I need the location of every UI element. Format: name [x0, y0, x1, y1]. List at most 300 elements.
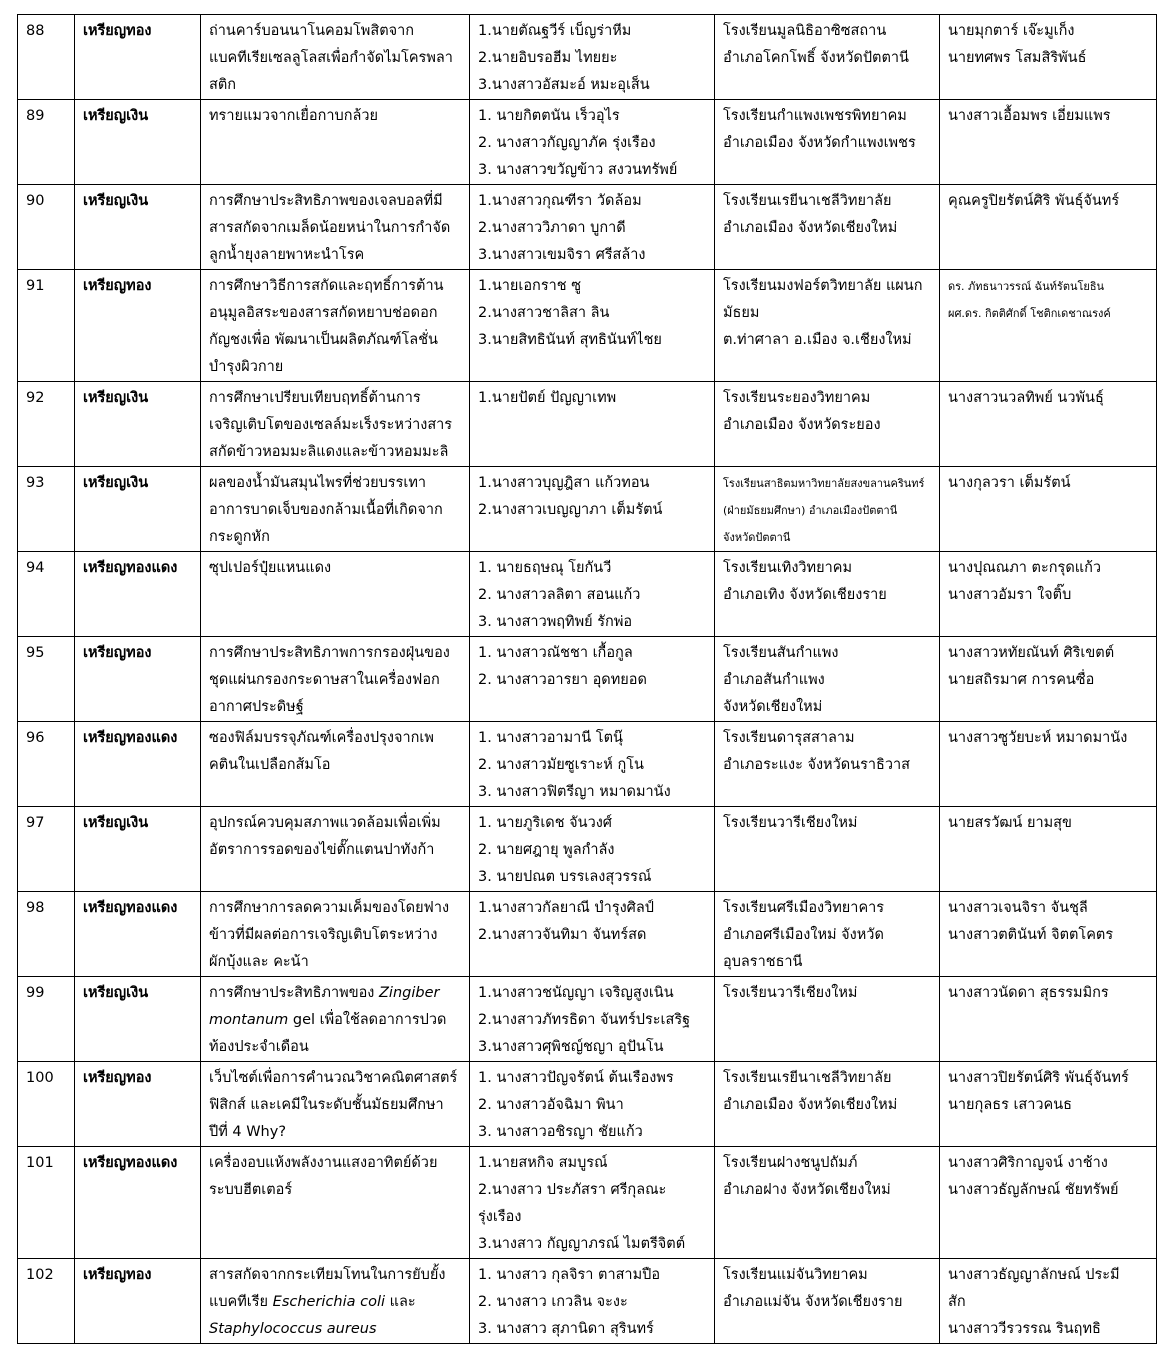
project-title-segment: ปีที่ 4 Why? [209, 1124, 287, 1140]
school-info-line: โรงเรียนวารีเชียงใหม่ [723, 985, 858, 1001]
student-list [470, 270, 715, 382]
project-title [201, 892, 470, 977]
table-row [18, 1062, 1157, 1147]
project-title-line [209, 439, 461, 466]
row-number [18, 100, 75, 185]
table-row [18, 977, 1157, 1062]
row-number [18, 382, 75, 467]
advisor-list-line: นางสาวปิยรัตน์ศิริ พันธุ์จันทร์ [948, 1070, 1129, 1086]
project-title-segment: ผลของน้ำมันสมุนไพรที่ช่วยบรรเทา [209, 475, 427, 491]
medal-label: เหรียญทองแดง [83, 1155, 178, 1171]
school-info [715, 807, 940, 892]
student-list-line: 3.นางสาวอัสมะอ์ หมะอุเส็น [478, 77, 650, 93]
student-list-line: 2. นายศฎายุ พูลกำลัง [478, 842, 615, 858]
school-info-line: โรงเรียนกำแพงเพชรพิทยาคม [723, 108, 907, 124]
student-list-line: 1.นางสาวบุญฎิสา แก้วทอน [478, 475, 650, 491]
project-title-segment: Escherichia coli [272, 1294, 386, 1310]
row-number [18, 185, 75, 270]
project-title-segment: ฟิสิกส์ และเคมีในระดับชั้นมัธยมศึกษา [209, 1097, 444, 1113]
student-list-line: 2. นางสาว เกวลิน จะงะ [478, 1294, 628, 1310]
medal-cell [75, 382, 201, 467]
project-title-line [209, 72, 461, 99]
advisor-list-line: นายมุกตาร์ เจ๊ะมูเก็ง [948, 23, 1075, 39]
advisor-list-line: ผศ.ดร. กิตติศักดิ์ โชติกเดชาณรงค์ [948, 307, 1111, 320]
project-title [201, 807, 470, 892]
medal-cell [75, 1147, 201, 1259]
medal-cell [75, 15, 201, 100]
project-title [201, 382, 470, 467]
student-list-line: 1.นายสหกิจ สมบูรณ์ [478, 1155, 608, 1171]
project-title [201, 637, 470, 722]
student-list [470, 722, 715, 807]
project-title [201, 467, 470, 552]
medal-cell [75, 1259, 201, 1344]
table-row [18, 270, 1157, 382]
school-info [715, 552, 940, 637]
school-info [715, 467, 940, 552]
school-info [715, 185, 940, 270]
table-row [18, 467, 1157, 552]
table-row [18, 637, 1157, 722]
medal-label: เหรียญเงิน [83, 108, 149, 124]
project-title-line [209, 837, 461, 864]
student-list [470, 100, 715, 185]
student-list-line: 1. นางสาวปัญจรัตน์ ต้นเรืองพร [478, 1070, 674, 1086]
student-list [470, 807, 715, 892]
school-info-line: อำเภอเมือง จังหวัดเชียงใหม่ [723, 1097, 898, 1113]
row-number-text: 100 [26, 1070, 54, 1086]
table-row [18, 1147, 1157, 1259]
project-title-line [209, 694, 461, 721]
student-list-line: 2. นางสาวลลิตา สอนแก้ว [478, 587, 641, 603]
awards-table-body [18, 15, 1157, 1344]
school-info-line: อำเภอฝาง จังหวัดเชียงใหม่ [723, 1182, 891, 1198]
student-list [470, 467, 715, 552]
project-title-segment: ทรายแมวจากเยื่อกาบกล้วย [209, 108, 379, 124]
medal-label: เหรียญทองแดง [83, 900, 178, 916]
advisor-list-line: สัก [948, 1294, 966, 1310]
medal-cell [75, 892, 201, 977]
project-title-line [209, 752, 461, 779]
project-title-line [209, 1007, 461, 1034]
row-number [18, 1259, 75, 1344]
advisor-list-line: นางสาวเจนจิรา จันชุลี [948, 900, 1088, 916]
student-list-line: 1.นายตัณฐวีร์ เบ็ญร่าหีม [478, 23, 632, 39]
project-title-segment: การศึกษาประสิทธิภาพของ [209, 985, 379, 1001]
project-title-segment: ซองฟิล์มบรรจุภัณฑ์เครื่องปรุงจากเพ [209, 730, 434, 746]
school-info [715, 1147, 940, 1259]
project-title-segment: การศึกษาประสิทธิภาพของเจลบอลที่มี [209, 193, 443, 209]
student-list-line: 3.นายสิทธินันท์ สุทธินันท์ไชย [478, 332, 662, 348]
awards-table [17, 14, 1157, 1344]
row-number-text: 91 [26, 278, 45, 294]
advisor-list-line: นายสถิรมาศ การคนซื่อ [948, 672, 1095, 688]
project-title-line [209, 385, 461, 412]
row-number-text: 94 [26, 560, 45, 576]
advisor-list-line: คุณครูปิยรัตน์ศิริ พันธุ์จันทร์ [948, 193, 1120, 209]
project-title-line [209, 354, 461, 381]
row-number [18, 977, 75, 1062]
school-info-line: โรงเรียนมูลนิธิอาซิซสถาน [723, 23, 887, 39]
school-info-line: อำเภอโคกโพธิ์ จังหวัดปัตตานี [723, 50, 909, 66]
project-title-line [209, 1092, 461, 1119]
project-title-line [209, 1065, 461, 1092]
project-title-line [209, 1289, 461, 1316]
medal-cell [75, 977, 201, 1062]
student-list-line: 3. นางสาวฟิตรีญา หมาดมานัง [478, 784, 671, 800]
medal-label: เหรียญทองแดง [83, 730, 178, 746]
project-title-segment: สารสกัดจากกระเทียมโทนในการยับยั้ง [209, 1267, 446, 1283]
student-list-line: 3. นางสาวขวัญข้าว สงวนทรัพย์ [478, 162, 678, 178]
school-info-line: อำเภอเมือง จังหวัดระยอง [723, 417, 881, 433]
project-title-segment: คตินในเปลือกส้มโอ [209, 757, 331, 773]
student-list-line: 1.นางสาวกัลยาณี บำรุงศิลป์ [478, 900, 654, 916]
project-title-segment: และ [385, 1294, 416, 1310]
row-number [18, 1147, 75, 1259]
advisor-list-line: นางสาววีรวรรณ รินฤทธิ [948, 1321, 1101, 1337]
row-number-text: 99 [26, 985, 45, 1001]
row-number [18, 467, 75, 552]
project-title-line [209, 949, 461, 976]
table-row [18, 100, 1157, 185]
row-number [18, 270, 75, 382]
project-title-segment: ข้าวที่มีผลต่อการเจริญเติบโตระหว่าง [209, 927, 438, 943]
student-list-line: 2.นางสาว ประภัสรา ศรีกุลณะ [478, 1182, 667, 1198]
project-title-line [209, 922, 461, 949]
student-list [470, 637, 715, 722]
school-info-line: จังหวัดปัตตานี [723, 531, 791, 544]
advisor-list [940, 15, 1157, 100]
project-title-segment: ชุดแผ่นกรองกระดาษสาในเครื่องฟอก [209, 672, 440, 688]
project-title [201, 1062, 470, 1147]
student-list-line: 1.นายปัตย์ ปัญญาเทพ [478, 390, 617, 406]
project-title-line [209, 470, 461, 497]
project-title-segment: สติก [209, 77, 237, 93]
student-list-line: 3. นายปณต บรรเลงสุวรรณ์ [478, 869, 652, 885]
row-number-text: 92 [26, 390, 45, 406]
student-list [470, 382, 715, 467]
student-list-line: 3. นางสาว สุภานิดา สุรินทร์ [478, 1321, 654, 1337]
advisor-list-line: นางสาวนวลทิพย์ นวพันธุ์ [948, 390, 1104, 406]
advisor-list [940, 637, 1157, 722]
medal-label: เหรียญเงิน [83, 985, 149, 1001]
row-number-text: 98 [26, 900, 45, 916]
medal-cell [75, 807, 201, 892]
row-number [18, 722, 75, 807]
project-title-line [209, 980, 461, 1007]
row-number-text: 96 [26, 730, 45, 746]
school-info [715, 1259, 940, 1344]
school-info [715, 637, 940, 722]
student-list-line: 2. นางสาวกัญญาภัค รุ่งเรือง [478, 135, 656, 151]
school-info [715, 15, 940, 100]
school-info-line: โรงเรียนสันกำแพง [723, 645, 839, 661]
table-row [18, 722, 1157, 807]
project-title [201, 100, 470, 185]
project-title-segment: บำรุงผิวกาย [209, 359, 284, 375]
project-title-line [209, 497, 461, 524]
advisor-list [940, 1062, 1157, 1147]
advisor-list-line: นางปุณณภา ตะกรุดแก้ว [948, 560, 1102, 576]
advisor-list-line: นางสาวตตินันท์ จิตตโคตร [948, 927, 1114, 943]
project-title-line [209, 300, 461, 327]
school-info [715, 722, 940, 807]
student-list [470, 1147, 715, 1259]
row-number-text: 89 [26, 108, 45, 124]
student-list-line: 2.นางสาววิภาดา บูกาดี [478, 220, 626, 236]
project-title-line [209, 1150, 461, 1177]
project-title-segment: อากาศประดิษฐ์ [209, 699, 304, 715]
student-list [470, 977, 715, 1062]
row-number [18, 1062, 75, 1147]
student-list-line: 1.นางสาวชนัญญา เจริญสูงเนิน [478, 985, 674, 1001]
project-title-segment: อัตราการรอดของไข่ตั๊กแตนปาทังก้า [209, 842, 435, 858]
advisor-list [940, 270, 1157, 382]
project-title-line [209, 412, 461, 439]
medal-label: เหรียญทอง [83, 23, 152, 39]
row-number-text: 102 [26, 1267, 54, 1283]
table-row [18, 1259, 1157, 1344]
school-info [715, 892, 940, 977]
row-number [18, 552, 75, 637]
row-number-text: 101 [26, 1155, 54, 1171]
project-title-segment: ระบบฮีตเตอร์ [209, 1182, 293, 1198]
school-info-line: โรงเรียนเทิงวิทยาคม [723, 560, 852, 576]
student-list-line: 3. นางสาวพฤทิพย์ รักพ่อ [478, 614, 633, 630]
student-list-line: 2. นางสาวมัยซูเราะห์ กูโน [478, 757, 644, 773]
advisor-list [940, 807, 1157, 892]
project-title-segment: ท้องประจำเดือน [209, 1039, 309, 1055]
project-title-line [209, 725, 461, 752]
advisor-list-line: นางสาวอัมรา ใจติ๊บ [948, 587, 1072, 603]
school-info [715, 100, 940, 185]
project-title-line [209, 810, 461, 837]
project-title-segment: เครื่องอบแห้งพลังงานแสงอาทิตย์ด้วย [209, 1155, 438, 1171]
row-number-text: 90 [26, 193, 45, 209]
student-list-line: 1. นายธฤษณุ โยกันวี [478, 560, 612, 576]
project-title-line [209, 640, 461, 667]
table-row [18, 185, 1157, 270]
student-list [470, 892, 715, 977]
project-title-segment: Zingiber [379, 985, 440, 1001]
student-list [470, 1259, 715, 1344]
advisor-list [940, 185, 1157, 270]
project-title-segment: ลูกน้ำยุงลายพาหะนำโรค [209, 247, 365, 263]
school-info-line: โรงเรียนระยองวิทยาคม [723, 390, 871, 406]
project-title-line [209, 1316, 461, 1343]
project-title-segment: การศึกษาการลดความเค็มของโดยฟาง [209, 900, 450, 916]
school-info-line: อำเภอสันกำแพง [723, 672, 825, 688]
student-list [470, 552, 715, 637]
student-list-line: 2.นางสาวเบญญาภา เต็มรัตน์ [478, 502, 663, 518]
table-row [18, 15, 1157, 100]
project-title-segment: ถ่านคาร์บอนนาโนคอมโพสิตจาก [209, 23, 415, 39]
school-info [715, 270, 940, 382]
medal-label: เหรียญทอง [83, 645, 152, 661]
student-list-line: 3.นางสาวเขมจิรา ศรีสล้าง [478, 247, 646, 263]
student-list-line: 1.นายเอกราช ซู [478, 278, 582, 294]
student-list-line: 2.นางสาวจันทิมา จันทร์สด [478, 927, 647, 943]
project-title-line [209, 188, 461, 215]
student-list-line: 2.นายอิบรอฮีม ไทยยะ [478, 50, 618, 66]
student-list-line: 1.นางสาวกุณฑีรา วัดล้อม [478, 193, 642, 209]
school-info [715, 977, 940, 1062]
project-title-segment: สารสกัดจากเมล็ดน้อยหน่าในการกำจัด [209, 220, 451, 236]
table-row [18, 552, 1157, 637]
row-number-text: 93 [26, 475, 45, 491]
school-info-line: อำเภอเมือง จังหวัดเชียงใหม่ [723, 220, 898, 236]
project-title-segment: อนุมูลอิสระของสารสกัดหยาบช่อดอก [209, 305, 438, 321]
advisor-list [940, 892, 1157, 977]
student-list-line: 2.นางสาวภัทรธิดา จันทร์ประเสริฐ [478, 1012, 691, 1028]
student-list-line: 1. นางสาว กุลจิรา ตาสามปือ [478, 1267, 661, 1283]
project-title-segment: กัญชงเพื่อ พัฒนาเป็นผลิตภัณฑ์โลชั่น [209, 332, 438, 348]
advisor-list-line: นางสาวศิริกาญจน์ งาช้าง [948, 1155, 1108, 1171]
school-info-line: โรงเรียนดารุสสาลาม [723, 730, 855, 746]
project-title-segment: อุปกรณ์ควบคุมสภาพแวดล้อมเพื่อเพิ่ม [209, 815, 441, 831]
table-row [18, 807, 1157, 892]
row-number-text: 88 [26, 23, 45, 39]
medal-label: เหรียญเงิน [83, 475, 149, 491]
advisor-list-line: นายกุลธร เสาวคนธ [948, 1097, 1073, 1113]
project-title-segment: ผักบุ้งและ คะน้า [209, 954, 309, 970]
project-title [201, 977, 470, 1062]
medal-cell [75, 1062, 201, 1147]
project-title-segment: กระดูกหัก [209, 529, 270, 545]
advisor-list [940, 1147, 1157, 1259]
project-title [201, 270, 470, 382]
advisor-list [940, 1259, 1157, 1344]
school-info-line: โรงเรียนเรยีนาเชลีวิทยาลัย [723, 193, 892, 209]
school-info-line: โรงเรียนสาธิตมหาวิทยาลัยสงขลานครินทร์ [723, 477, 925, 490]
advisor-list [940, 100, 1157, 185]
project-title [201, 1259, 470, 1344]
advisor-list-line: นางสาวธัญลักษณ์ ชัยทรัพย์ [948, 1182, 1119, 1198]
advisor-list-line: ดร. ภัทธนาวรรณ์ ฉันท์รัตนโยธิน [948, 280, 1105, 293]
medal-cell [75, 185, 201, 270]
medal-label: เหรียญเงิน [83, 193, 149, 209]
advisor-list-line: นายทศพร โสมสิริพันธ์ [948, 50, 1087, 66]
project-title-segment: แบคทีเรียเซลลูโลสเพื่อกำจัดไมโครพลา [209, 50, 453, 66]
project-title-segment: gel เพื่อใช้ลดอาการปวด [288, 1012, 447, 1028]
advisor-list [940, 552, 1157, 637]
project-title-line [209, 1177, 461, 1204]
school-info-line: จังหวัดเชียงใหม่ [723, 699, 823, 715]
advisor-list [940, 722, 1157, 807]
school-info-line: โรงเรียนวารีเชียงใหม่ [723, 815, 858, 831]
advisor-list [940, 977, 1157, 1062]
medal-cell [75, 637, 201, 722]
student-list-line: 2. นางสาวอารยา อุดทยอด [478, 672, 647, 688]
row-number [18, 15, 75, 100]
project-title-segment: Staphylococcus aureus [209, 1321, 377, 1337]
project-title-line [209, 45, 461, 72]
advisor-list-line: นางสาวเอื้อมพร เอี่ยมแพร [948, 108, 1111, 124]
project-title-line [209, 667, 461, 694]
school-info [715, 1062, 940, 1147]
row-number [18, 637, 75, 722]
project-title-line [209, 215, 461, 242]
school-info-line: (ฝ่ายมัธยมศึกษา) อำเภอเมืองปัตตานี [723, 504, 898, 517]
student-list-line: 1. นางสาวอามานี โตนุ๊ [478, 730, 623, 746]
row-number [18, 807, 75, 892]
advisor-list-line: นางกุลวรา เต็มรัตน์ [948, 475, 1071, 491]
advisor-list-line: นางสาวซูวัยบะห์ หมาดมานัง [948, 730, 1128, 746]
medal-label: เหรียญเงิน [83, 390, 149, 406]
student-list-line: 3.นางสาว กัญญาภรณ์ ไมตรีจิตต์ [478, 1236, 686, 1252]
row-number-text: 97 [26, 815, 45, 831]
project-title-segment: สกัดข้าวหอมมะลิแดงและข้าวหอมมะลิ [209, 444, 449, 460]
school-info-line: อุบลราชธานี [723, 954, 803, 970]
student-list-line: 2.นางสาวชาลิสา ลิน [478, 305, 610, 321]
project-title-line [209, 242, 461, 269]
project-title-segment: การศึกษาวิธีการสกัดและฤทธิ์การต้าน [209, 278, 444, 294]
student-list [470, 15, 715, 100]
student-list [470, 1062, 715, 1147]
school-info-line: มัธยม [723, 305, 760, 321]
project-title-line [209, 524, 461, 551]
medal-label: เหรียญทอง [83, 278, 152, 294]
medal-cell [75, 270, 201, 382]
project-title-segment: อาการบาดเจ็บของกล้ามเนื้อที่เกิดจาก [209, 502, 443, 518]
project-title [201, 722, 470, 807]
project-title-line [209, 327, 461, 354]
project-title [201, 185, 470, 270]
medal-label: เหรียญทอง [83, 1267, 152, 1283]
student-list [470, 185, 715, 270]
school-info-line: อำเภอศรีเมืองใหม่ จังหวัด [723, 927, 884, 943]
school-info-line: โรงเรียนแม่จันวิทยาคม [723, 1267, 868, 1283]
medal-cell [75, 722, 201, 807]
advisor-list-line: นางสาวหทัยณันท์ ศิริเขตต์ [948, 645, 1115, 661]
table-row [18, 382, 1157, 467]
school-info-line: โรงเรียนศรีเมืองวิทยาคาร [723, 900, 885, 916]
project-title-segment: เจริญเติบโตของเซลล์มะเร็งระหว่างสาร [209, 417, 453, 433]
project-title-line [209, 1262, 461, 1289]
project-title-segment: เว็บไซต์เพื่อการคำนวณวิชาคณิตศาสตร์ [209, 1070, 458, 1086]
project-title-line [209, 895, 461, 922]
project-title-segment: montanum [209, 1012, 289, 1028]
student-list-line: 3. นางสาวอชิรญา ชัยแก้ว [478, 1124, 643, 1140]
project-title-segment: การศึกษาเปรียบเทียบฤทธิ์ต้านการ [209, 390, 421, 406]
project-title-segment: แบคทีเรีย [209, 1294, 273, 1310]
school-info-line: อำเภอเมือง จังหวัดกำแพงเพชร [723, 135, 916, 151]
project-title-line [209, 555, 461, 582]
table-row [18, 892, 1157, 977]
school-info-line: อำเภอแม่จัน จังหวัดเชียงราย [723, 1294, 903, 1310]
advisor-list-line: นางสาวนัดดา สุธรรมมิกร [948, 985, 1109, 1001]
project-title-segment: การศึกษาประสิทธิภาพการกรองฝุ่นของ [209, 645, 450, 661]
row-number-text: 95 [26, 645, 45, 661]
project-title-line [209, 1119, 461, 1146]
row-number [18, 892, 75, 977]
school-info-line: โรงเรียนเรยีนาเชลีวิทยาลัย [723, 1070, 892, 1086]
student-list-line: รุ่งเรือง [478, 1209, 522, 1225]
school-info [715, 382, 940, 467]
project-title-segment: ซุปเปอร์ปุ๋ยแหนแดง [209, 560, 332, 576]
school-info-line: ต.ท่าศาลา อ.เมือง จ.เชียงใหม่ [723, 332, 912, 348]
project-title [201, 552, 470, 637]
school-info-line: โรงเรียนมงฟอร์ตวิทยาลัย แผนก [723, 278, 923, 294]
medal-label: เหรียญเงิน [83, 815, 149, 831]
medal-label: เหรียญทอง [83, 1070, 152, 1086]
medal-label: เหรียญทองแดง [83, 560, 178, 576]
student-list-line: 1. นายภูริเดช จันวงศ์ [478, 815, 612, 831]
student-list-line: 1. นางสาวณัชชา เกื้อกูล [478, 645, 633, 661]
advisor-list [940, 467, 1157, 552]
medal-cell [75, 467, 201, 552]
project-title-line [209, 1034, 461, 1061]
